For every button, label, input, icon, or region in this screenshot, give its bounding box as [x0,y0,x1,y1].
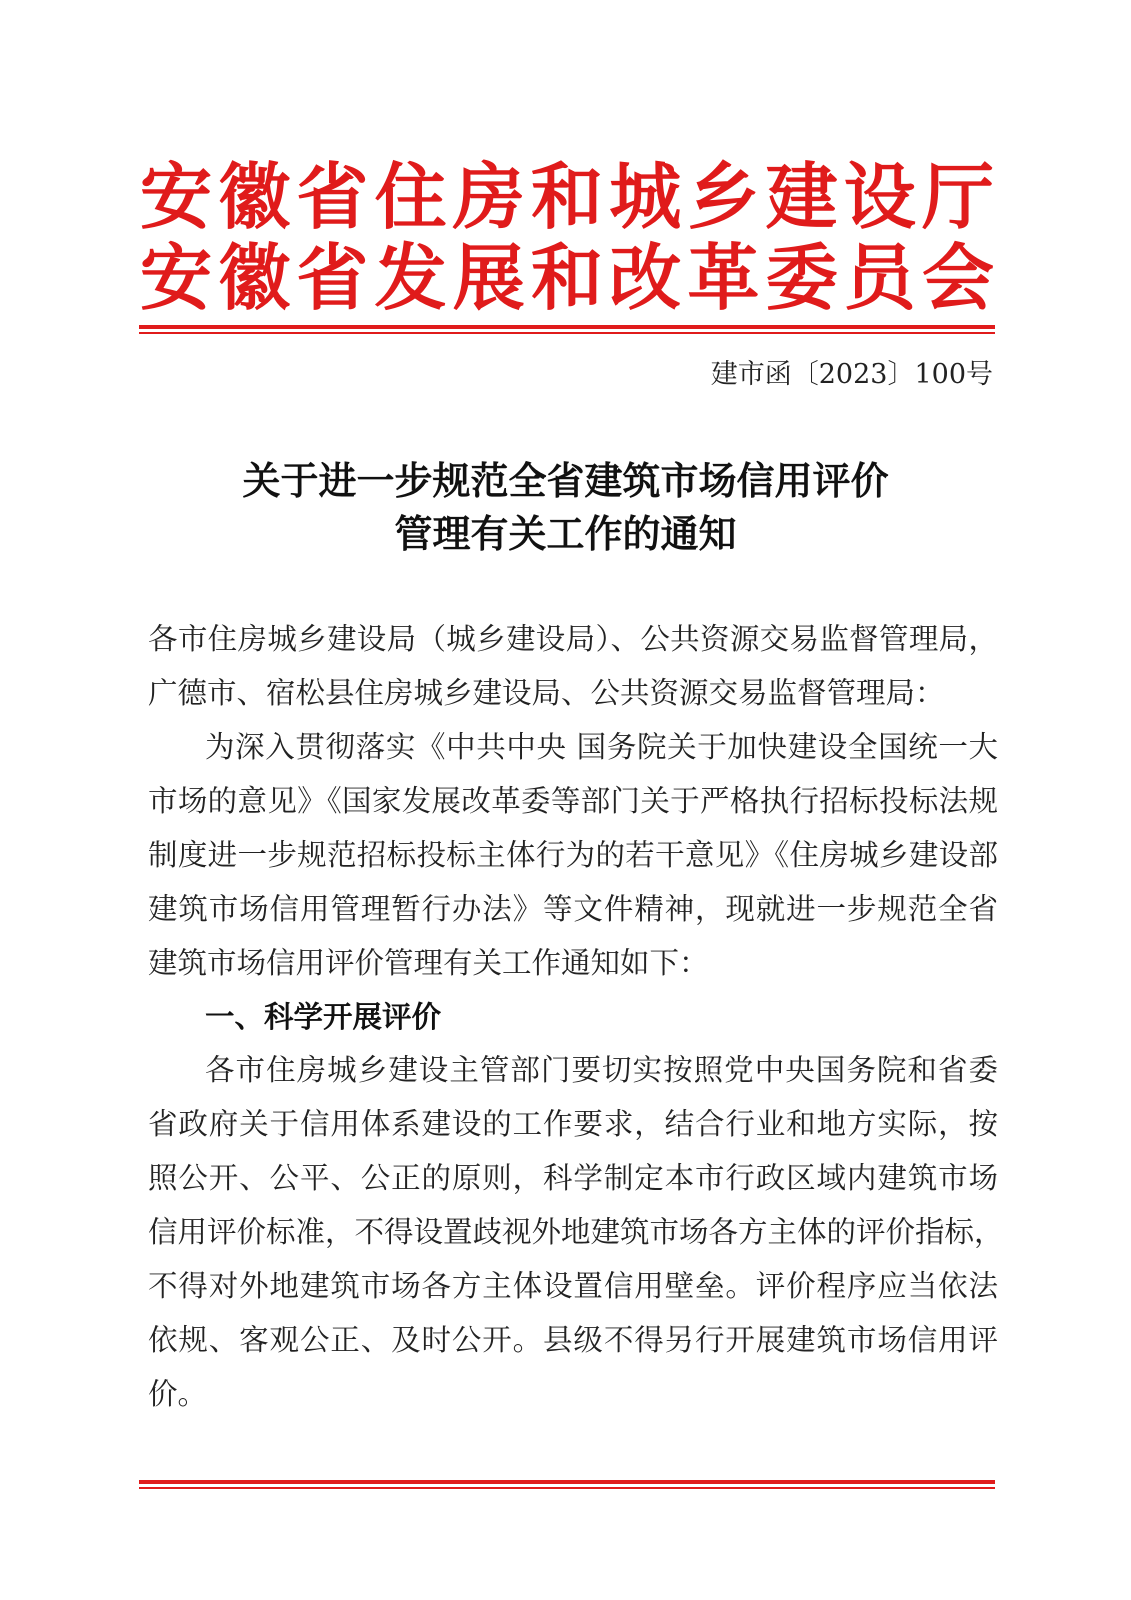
body-paragraph-line: 照公开、公平、公正的原则，科学制定本市行政区域内建筑市场 [148,1161,998,1195]
addressee-line-1: 各市住房城乡建设局（城乡建设局）、公共资源交易监督管理局， [148,622,998,656]
header-red-rule-thin [139,332,995,334]
body-paragraph-line: 价。 [148,1377,208,1411]
issuing-authority-1: 安徽省住房和城乡建设厅 [140,154,994,239]
body-paragraph-line: 建筑市场信用管理暂行办法》等文件精神，现就进一步规范全省 [148,892,998,926]
footer-red-rule [139,1480,995,1484]
document-number: 建市函〔2023〕100号 [710,359,993,390]
header-red-rule [139,325,995,329]
body-paragraph-line: 为深入贯彻落实《中共中央 国务院关于加快建设全国统一大 [205,730,998,764]
body-paragraph-line: 制度进一步规范招标投标主体行为的若干意见》《住房城乡建设部 [148,838,998,872]
body-paragraph-line: 各市住房城乡建设主管部门要切实按照党中央国务院和省委 [205,1053,998,1087]
body-paragraph-line: 建筑市场信用评价管理有关工作通知如下： [148,946,709,980]
body-paragraph-line: 省政府关于信用体系建设的工作要求，结合行业和地方实际，按 [148,1107,998,1141]
document-title-line-1: 关于进一步规范全省建筑市场信用评价 [242,458,889,503]
body-paragraph-line: 市场的意见》《国家发展改革委等部门关于严格执行招标投标法规 [148,784,998,818]
body-paragraph-line: 不得对外地建筑市场各方主体设置信用壁垒。评价程序应当依法 [148,1269,998,1303]
addressee-line-2: 广德市、宿松县住房城乡建设局、公共资源交易监督管理局： [148,676,945,710]
issuing-authority-2: 安徽省发展和改革委员会 [140,235,994,320]
body-paragraph-line: 依规、客观公正、及时公开。县级不得另行开展建筑市场信用评 [148,1323,998,1357]
footer-red-rule-thin [139,1487,995,1489]
document-title-line-2: 管理有关工作的通知 [394,511,737,556]
section-heading: 一、科学开展评价 [205,1000,442,1034]
body-paragraph-line: 信用评价标准，不得设置歧视外地建筑市场各方主体的评价指标， [148,1215,1004,1249]
